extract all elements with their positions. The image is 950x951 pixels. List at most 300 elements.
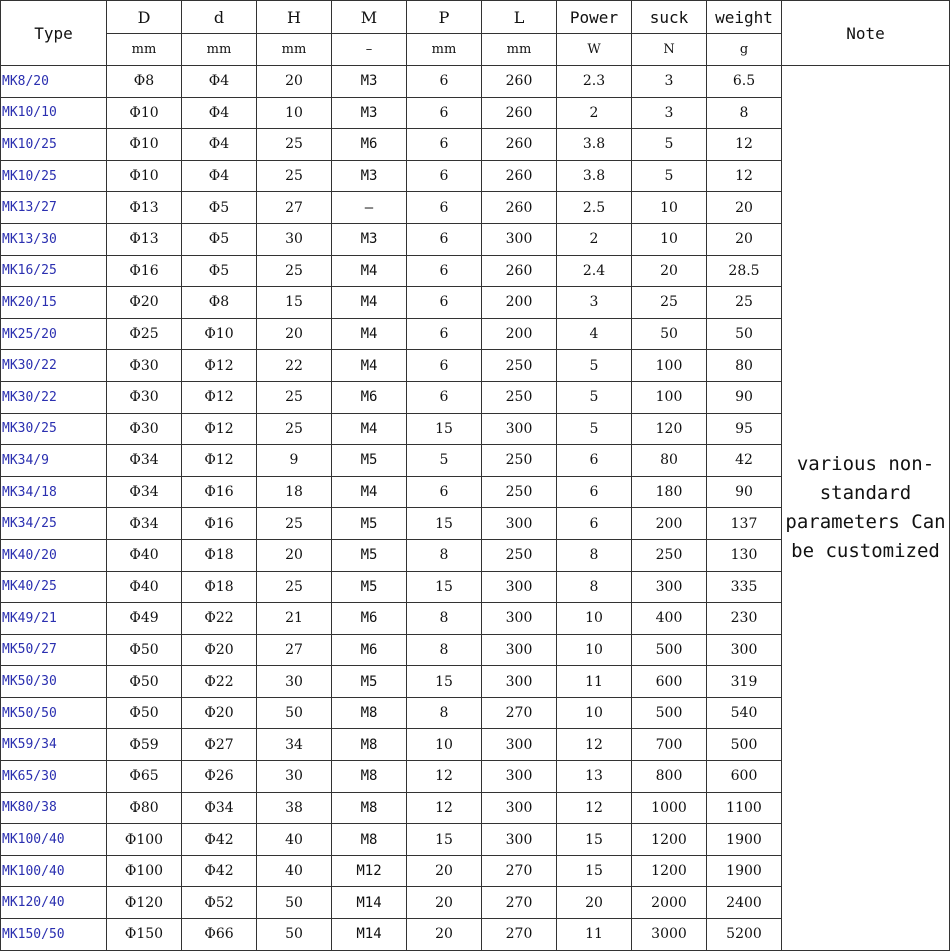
cell-suck: 3 (632, 66, 707, 98)
cell-p: 6 (407, 97, 482, 129)
cell-d-outer: Φ34 (107, 476, 182, 508)
cell-l: 200 (482, 287, 557, 319)
cell-d-inner: Φ42 (182, 855, 257, 887)
unit-col-weight: g (707, 34, 782, 66)
cell-weight: 12 (707, 160, 782, 192)
cell-h: 20 (257, 318, 332, 350)
cell-power: 10 (557, 634, 632, 666)
cell-type: MK100/40 (1, 824, 107, 856)
cell-power: 2.4 (557, 255, 632, 287)
cell-d-inner: Φ42 (182, 824, 257, 856)
cell-type: MK150/50 (1, 919, 107, 951)
cell-suck: 3000 (632, 919, 707, 951)
cell-power: 2 (557, 223, 632, 255)
cell-d-inner: Φ5 (182, 255, 257, 287)
cell-type: MK59/34 (1, 729, 107, 761)
cell-m: M14 (332, 887, 407, 919)
header-note: Note (782, 1, 950, 66)
cell-m: M6 (332, 381, 407, 413)
cell-m: M3 (332, 97, 407, 129)
cell-m: M5 (332, 571, 407, 603)
cell-d-outer: Φ30 (107, 381, 182, 413)
cell-type: MK13/27 (1, 192, 107, 224)
cell-m: M12 (332, 855, 407, 887)
cell-h: 22 (257, 350, 332, 382)
cell-d-inner: Φ18 (182, 539, 257, 571)
cell-p: 6 (407, 381, 482, 413)
cell-weight: 80 (707, 350, 782, 382)
cell-l: 300 (482, 603, 557, 635)
cell-l: 260 (482, 192, 557, 224)
cell-power: 10 (557, 697, 632, 729)
cell-power: 4 (557, 318, 632, 350)
cell-l: 300 (482, 413, 557, 445)
cell-type: MK100/40 (1, 855, 107, 887)
cell-d-outer: Φ50 (107, 697, 182, 729)
cell-p: 6 (407, 192, 482, 224)
cell-m: M5 (332, 666, 407, 698)
cell-m: – (332, 192, 407, 224)
unit-col-power: W (557, 34, 632, 66)
cell-power: 5 (557, 350, 632, 382)
cell-suck: 100 (632, 381, 707, 413)
cell-suck: 25 (632, 287, 707, 319)
cell-p: 20 (407, 855, 482, 887)
cell-type: MK80/38 (1, 792, 107, 824)
header-col-m: M (332, 1, 407, 34)
unit-col-h: mm (257, 34, 332, 66)
cell-power: 5 (557, 413, 632, 445)
cell-d-inner: Φ5 (182, 223, 257, 255)
cell-type: MK10/25 (1, 160, 107, 192)
cell-h: 21 (257, 603, 332, 635)
cell-m: M4 (332, 318, 407, 350)
cell-d-inner: Φ12 (182, 445, 257, 477)
cell-power: 2.5 (557, 192, 632, 224)
cell-p: 20 (407, 887, 482, 919)
cell-d-outer: Φ16 (107, 255, 182, 287)
cell-suck: 250 (632, 539, 707, 571)
cell-m: M8 (332, 761, 407, 793)
cell-l: 260 (482, 160, 557, 192)
cell-weight: 90 (707, 381, 782, 413)
cell-d-inner: Φ5 (182, 192, 257, 224)
cell-d-inner: Φ52 (182, 887, 257, 919)
cell-l: 270 (482, 855, 557, 887)
cell-suck: 1200 (632, 824, 707, 856)
cell-d-outer: Φ40 (107, 539, 182, 571)
cell-m: M3 (332, 223, 407, 255)
cell-d-inner: Φ12 (182, 381, 257, 413)
cell-d-outer: Φ120 (107, 887, 182, 919)
cell-h: 25 (257, 413, 332, 445)
cell-power: 12 (557, 792, 632, 824)
cell-l: 300 (482, 824, 557, 856)
header-col-weight: weight (707, 1, 782, 34)
cell-d-outer: Φ80 (107, 792, 182, 824)
cell-p: 6 (407, 318, 482, 350)
cell-l: 200 (482, 318, 557, 350)
cell-h: 25 (257, 255, 332, 287)
cell-suck: 500 (632, 634, 707, 666)
cell-d-inner: Φ12 (182, 350, 257, 382)
cell-d-outer: Φ40 (107, 571, 182, 603)
cell-h: 27 (257, 634, 332, 666)
cell-weight: 137 (707, 508, 782, 540)
cell-l: 250 (482, 445, 557, 477)
cell-p: 6 (407, 476, 482, 508)
cell-type: MK50/27 (1, 634, 107, 666)
cell-h: 20 (257, 539, 332, 571)
cell-p: 15 (407, 413, 482, 445)
cell-m: M4 (332, 413, 407, 445)
cell-type: MK16/25 (1, 255, 107, 287)
cell-l: 250 (482, 539, 557, 571)
cell-p: 6 (407, 350, 482, 382)
cell-suck: 20 (632, 255, 707, 287)
cell-suck: 2000 (632, 887, 707, 919)
cell-d-outer: Φ50 (107, 634, 182, 666)
cell-h: 40 (257, 824, 332, 856)
cell-d-inner: Φ4 (182, 160, 257, 192)
cell-suck: 5 (632, 129, 707, 161)
cell-d-inner: Φ18 (182, 571, 257, 603)
unit-col-m: – (332, 34, 407, 66)
cell-p: 8 (407, 634, 482, 666)
cell-h: 50 (257, 919, 332, 951)
cell-h: 25 (257, 381, 332, 413)
cell-suck: 700 (632, 729, 707, 761)
cell-d-outer: Φ30 (107, 350, 182, 382)
cell-l: 300 (482, 761, 557, 793)
cell-h: 25 (257, 508, 332, 540)
cell-h: 38 (257, 792, 332, 824)
cell-suck: 50 (632, 318, 707, 350)
cell-type: MK13/30 (1, 223, 107, 255)
cell-power: 6 (557, 445, 632, 477)
cell-m: M5 (332, 508, 407, 540)
cell-type: MK40/20 (1, 539, 107, 571)
cell-h: 10 (257, 97, 332, 129)
cell-power: 13 (557, 761, 632, 793)
cell-type: MK120/40 (1, 887, 107, 919)
cell-type: MK10/25 (1, 129, 107, 161)
header-col-p: P (407, 1, 482, 34)
cell-power: 2 (557, 97, 632, 129)
cell-d-inner: Φ16 (182, 508, 257, 540)
cell-power: 11 (557, 666, 632, 698)
cell-power: 8 (557, 539, 632, 571)
cell-m: M3 (332, 66, 407, 98)
cell-power: 20 (557, 887, 632, 919)
cell-l: 270 (482, 697, 557, 729)
cell-type: MK40/25 (1, 571, 107, 603)
cell-l: 250 (482, 476, 557, 508)
cell-h: 50 (257, 697, 332, 729)
cell-suck: 300 (632, 571, 707, 603)
cell-h: 9 (257, 445, 332, 477)
cell-d-inner: Φ20 (182, 634, 257, 666)
cell-weight: 8 (707, 97, 782, 129)
cell-p: 15 (407, 666, 482, 698)
cell-power: 3.8 (557, 160, 632, 192)
header-col-h: H (257, 1, 332, 34)
cell-power: 15 (557, 855, 632, 887)
cell-power: 8 (557, 571, 632, 603)
cell-d-outer: Φ100 (107, 824, 182, 856)
cell-m: M4 (332, 287, 407, 319)
cell-p: 15 (407, 508, 482, 540)
cell-weight: 95 (707, 413, 782, 445)
cell-weight: 540 (707, 697, 782, 729)
cell-power: 10 (557, 603, 632, 635)
cell-l: 300 (482, 508, 557, 540)
cell-power: 3 (557, 287, 632, 319)
cell-weight: 335 (707, 571, 782, 603)
cell-p: 6 (407, 255, 482, 287)
cell-type: MK34/9 (1, 445, 107, 477)
cell-power: 6 (557, 508, 632, 540)
cell-m: M4 (332, 350, 407, 382)
cell-weight: 600 (707, 761, 782, 793)
header-col-d-inner: d (182, 1, 257, 34)
cell-d-inner: Φ66 (182, 919, 257, 951)
cell-power: 3.8 (557, 129, 632, 161)
unit-col-d-outer: mm (107, 34, 182, 66)
cell-type: MK8/20 (1, 66, 107, 98)
cell-m: M4 (332, 476, 407, 508)
cell-l: 300 (482, 223, 557, 255)
cell-d-inner: Φ20 (182, 697, 257, 729)
cell-h: 18 (257, 476, 332, 508)
cell-h: 15 (257, 287, 332, 319)
cell-weight: 12 (707, 129, 782, 161)
cell-weight: 20 (707, 223, 782, 255)
cell-h: 25 (257, 571, 332, 603)
cell-suck: 1000 (632, 792, 707, 824)
cell-m: M6 (332, 634, 407, 666)
cell-l: 300 (482, 666, 557, 698)
cell-d-outer: Φ34 (107, 445, 182, 477)
cell-weight: 1100 (707, 792, 782, 824)
cell-l: 260 (482, 97, 557, 129)
cell-weight: 500 (707, 729, 782, 761)
cell-p: 6 (407, 287, 482, 319)
cell-p: 10 (407, 729, 482, 761)
cell-suck: 800 (632, 761, 707, 793)
cell-h: 50 (257, 887, 332, 919)
cell-d-inner: Φ27 (182, 729, 257, 761)
header-col-suck: suck (632, 1, 707, 34)
cell-type: MK30/25 (1, 413, 107, 445)
cell-h: 27 (257, 192, 332, 224)
cell-d-outer: Φ59 (107, 729, 182, 761)
cell-d-inner: Φ4 (182, 129, 257, 161)
cell-d-inner: Φ26 (182, 761, 257, 793)
cell-h: 25 (257, 129, 332, 161)
cell-power: 2.3 (557, 66, 632, 98)
cell-weight: 2400 (707, 887, 782, 919)
unit-col-suck: N (632, 34, 707, 66)
cell-d-outer: Φ10 (107, 129, 182, 161)
cell-type: MK30/22 (1, 381, 107, 413)
cell-type: MK20/15 (1, 287, 107, 319)
cell-d-inner: Φ16 (182, 476, 257, 508)
cell-type: MK50/30 (1, 666, 107, 698)
cell-l: 250 (482, 381, 557, 413)
cell-weight: 42 (707, 445, 782, 477)
cell-power: 15 (557, 824, 632, 856)
cell-power: 6 (557, 476, 632, 508)
cell-l: 300 (482, 571, 557, 603)
cell-m: M5 (332, 539, 407, 571)
cell-l: 260 (482, 66, 557, 98)
cell-d-outer: Φ150 (107, 919, 182, 951)
cell-p: 8 (407, 539, 482, 571)
cell-weight: 130 (707, 539, 782, 571)
cell-suck: 3 (632, 97, 707, 129)
cell-suck: 5 (632, 160, 707, 192)
cell-suck: 10 (632, 223, 707, 255)
cell-suck: 10 (632, 192, 707, 224)
cell-p: 6 (407, 160, 482, 192)
cell-d-outer: Φ50 (107, 666, 182, 698)
cell-l: 260 (482, 129, 557, 161)
cell-type: MK34/18 (1, 476, 107, 508)
table-row (1, 66, 950, 98)
cell-h: 34 (257, 729, 332, 761)
header-type: Type (1, 1, 107, 66)
cell-h: 20 (257, 66, 332, 98)
cell-m: M8 (332, 729, 407, 761)
cell-p: 12 (407, 761, 482, 793)
cell-p: 20 (407, 919, 482, 951)
cell-power: 11 (557, 919, 632, 951)
cell-h: 30 (257, 666, 332, 698)
cell-d-outer: Φ13 (107, 192, 182, 224)
cell-d-outer: Φ34 (107, 508, 182, 540)
cell-p: 6 (407, 129, 482, 161)
cell-type: MK30/22 (1, 350, 107, 382)
cell-l: 300 (482, 634, 557, 666)
cell-weight: 1900 (707, 824, 782, 856)
cell-d-inner: Φ4 (182, 97, 257, 129)
cell-p: 6 (407, 223, 482, 255)
cell-d-outer: Φ10 (107, 160, 182, 192)
cell-weight: 20 (707, 192, 782, 224)
cell-d-inner: Φ8 (182, 287, 257, 319)
cell-weight: 319 (707, 666, 782, 698)
cell-p: 8 (407, 603, 482, 635)
cell-suck: 100 (632, 350, 707, 382)
cell-type: MK49/21 (1, 603, 107, 635)
header-col-l: L (482, 1, 557, 34)
cell-l: 270 (482, 887, 557, 919)
cell-m: M14 (332, 919, 407, 951)
cell-h: 30 (257, 223, 332, 255)
cell-d-outer: Φ10 (107, 97, 182, 129)
cell-d-inner: Φ22 (182, 666, 257, 698)
cell-weight: 25 (707, 287, 782, 319)
cell-d-outer: Φ20 (107, 287, 182, 319)
cell-suck: 80 (632, 445, 707, 477)
cell-d-inner: Φ4 (182, 66, 257, 98)
cell-power: 12 (557, 729, 632, 761)
cell-weight: 1900 (707, 855, 782, 887)
cell-d-outer: Φ13 (107, 223, 182, 255)
cell-m: M6 (332, 603, 407, 635)
cell-p: 15 (407, 571, 482, 603)
note-text: various non-standard parameters Can be customized (782, 66, 950, 951)
header-col-d-outer: D (107, 1, 182, 34)
cell-type: MK65/30 (1, 761, 107, 793)
cell-d-inner: Φ34 (182, 792, 257, 824)
cell-l: 300 (482, 729, 557, 761)
cell-type: MK50/50 (1, 697, 107, 729)
cell-h: 30 (257, 761, 332, 793)
cell-h: 40 (257, 855, 332, 887)
cell-p: 5 (407, 445, 482, 477)
cell-l: 260 (482, 255, 557, 287)
cell-d-inner: Φ10 (182, 318, 257, 350)
header-col-power: Power (557, 1, 632, 34)
cell-d-inner: Φ22 (182, 603, 257, 635)
cell-power: 5 (557, 381, 632, 413)
cell-suck: 120 (632, 413, 707, 445)
cell-m: M4 (332, 255, 407, 287)
cell-weight: 50 (707, 318, 782, 350)
cell-type: MK10/10 (1, 97, 107, 129)
cell-weight: 5200 (707, 919, 782, 951)
cell-d-outer: Φ65 (107, 761, 182, 793)
cell-l: 250 (482, 350, 557, 382)
cell-m: M8 (332, 824, 407, 856)
cell-suck: 1200 (632, 855, 707, 887)
cell-d-outer: Φ25 (107, 318, 182, 350)
cell-l: 300 (482, 792, 557, 824)
cell-l: 270 (482, 919, 557, 951)
cell-p: 15 (407, 824, 482, 856)
cell-suck: 400 (632, 603, 707, 635)
cell-suck: 500 (632, 697, 707, 729)
cell-p: 8 (407, 697, 482, 729)
cell-weight: 300 (707, 634, 782, 666)
cell-weight: 230 (707, 603, 782, 635)
cell-d-inner: Φ12 (182, 413, 257, 445)
unit-col-p: mm (407, 34, 482, 66)
cell-type: MK25/20 (1, 318, 107, 350)
cell-suck: 200 (632, 508, 707, 540)
cell-weight: 90 (707, 476, 782, 508)
cell-type: MK34/25 (1, 508, 107, 540)
cell-m: M6 (332, 129, 407, 161)
cell-h: 25 (257, 160, 332, 192)
cell-p: 12 (407, 792, 482, 824)
unit-col-d-inner: mm (182, 34, 257, 66)
cell-m: M8 (332, 697, 407, 729)
cell-d-outer: Φ100 (107, 855, 182, 887)
cell-m: M8 (332, 792, 407, 824)
cell-suck: 600 (632, 666, 707, 698)
cell-p: 6 (407, 66, 482, 98)
cell-m: M5 (332, 445, 407, 477)
cell-m: M3 (332, 160, 407, 192)
cell-suck: 180 (632, 476, 707, 508)
cell-weight: 6.5 (707, 66, 782, 98)
cell-d-outer: Φ8 (107, 66, 182, 98)
cell-d-outer: Φ49 (107, 603, 182, 635)
cell-weight: 28.5 (707, 255, 782, 287)
